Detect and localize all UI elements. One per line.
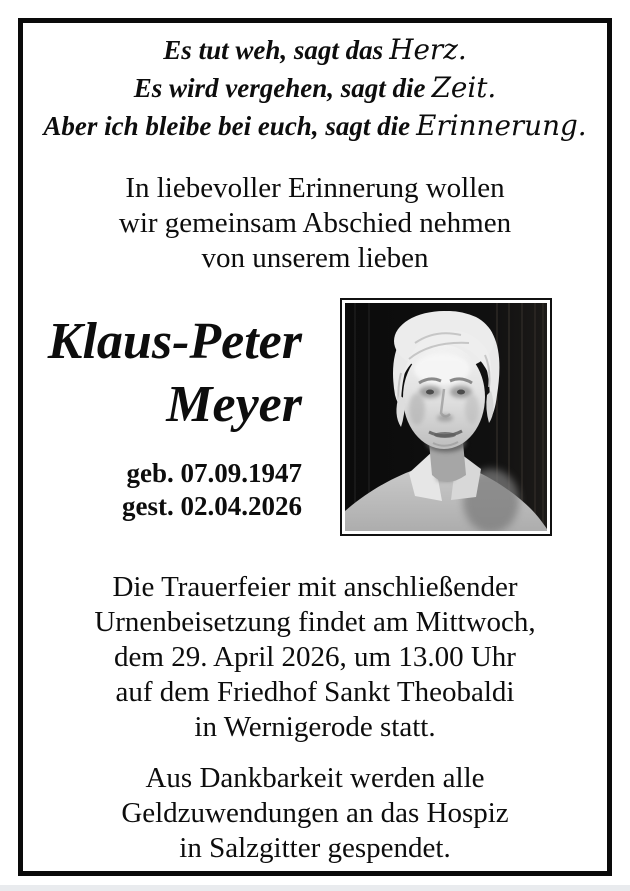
- obituary-card: [18, 18, 612, 876]
- last-name: Meyer: [166, 376, 302, 433]
- service-line: auf dem Friedhof Sankt Theobaldi: [115, 676, 515, 708]
- portrait-image: [345, 303, 547, 531]
- service-line: Urnenbeisetzung findet am Mittwoch,: [94, 606, 536, 638]
- poem-accent-word: Zeit.: [431, 71, 497, 104]
- page-bottom-strip: [0, 885, 630, 891]
- poem-line: [23, 107, 607, 145]
- intro-line: wir gemeinsam Abschied nehmen: [118, 207, 512, 239]
- service-line: dem 29. April 2026, um 13.00 Uhr: [114, 641, 516, 673]
- service-line: Die Trauerfeier mit anschließender: [112, 571, 518, 603]
- intro-text: [23, 171, 607, 276]
- poem-accent-word: Herz.: [389, 33, 467, 66]
- portrait-photo: [340, 298, 552, 536]
- service-line: in Wernigerode statt.: [194, 711, 436, 743]
- poem-line-main: Aber ich bleibe bei euch, sagt die: [43, 111, 411, 141]
- service-details: [23, 570, 607, 745]
- poem-line-main: Es tut weh, sagt das: [163, 35, 384, 65]
- intro-line: In liebevoller Erinnerung wollen: [125, 172, 505, 204]
- name-photo-row: [23, 298, 607, 536]
- intro-line: von unserem lieben: [201, 242, 429, 274]
- donation-line: Aus Dankbarkeit werden alle: [145, 762, 485, 794]
- donation-line: Geldzuwendungen an das Hospiz: [121, 797, 509, 829]
- deceased-name: [23, 310, 302, 436]
- poem-line: [23, 69, 607, 107]
- first-name: Klaus-Peter: [47, 313, 302, 370]
- poem: [23, 23, 607, 145]
- poem-line: [23, 31, 607, 69]
- poem-accent-word: Erinnerung.: [416, 109, 587, 142]
- life-dates: [23, 457, 302, 523]
- birth-date: geb. 07.09.1947: [126, 458, 302, 488]
- poem-line-main: Es wird vergehen, sagt die: [133, 73, 426, 103]
- donation-line: in Salzgitter gespendet.: [179, 832, 451, 864]
- death-date: gest. 02.04.2026: [122, 491, 302, 521]
- donation-note: [23, 761, 607, 866]
- deceased-info: [23, 298, 340, 523]
